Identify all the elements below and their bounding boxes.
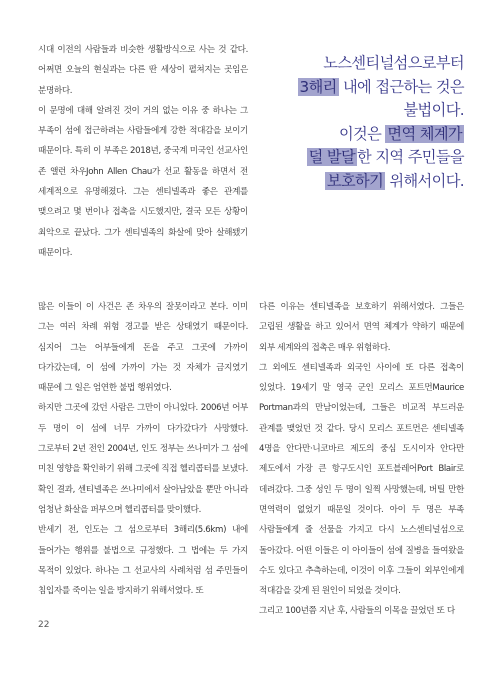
- pull-quote-highlight: 면역 체계가: [387, 124, 462, 143]
- paragraph: 그 외에도 센티넬족과 외국인 사이에 또 다른 접촉이 있었다. 19세기 말 영국 군인 모리스 포트먼Maurice Portman과의 만남이었는데, 그들은 비교적 부드러운 관계를 맺었던 것 같다. 당시 모리스 포트먼은 센티넬족 4명을 안다만·니코바르 제도의 중심 도시이자 안다만 제도에서 가장 큰 항구도시인 포트블레어Port Blair로 데려갔다. 그중 성인 두 명이 일찍 사망했는데, 버틸 만한 면역력이 없었기 때문일 것이다. 아이 두 명은 부족 사람들에게 줄 선물을 가지고 다시 노스센티널섬으로 돌아갔다. 어떤 이들은 이 아이들이 섬에 질병을 들여왔을 수도 있다고 추측하는데, 이것이 이후 그들이 외부인에게 적대감을 갖게 된 원인이 되었을 것이다.: [259, 362, 464, 597]
- pull-quote-line: [259, 52, 464, 76]
- pull-quote-line: [259, 76, 464, 100]
- paragraph: 많은 이들이 이 사건은 존 차우의 잘못이라고 본다. 이미 그는 여러 차례 위험 경고를 받은 상태였기 때문이다. 심지어 그는 어부들에게 돈을 주고 그곳에 가까이 다가갔는데, 이 섬에 가까이 가는 것 자체가 금지였기 때문에 그 일은 엄연한 불법 행위였다.: [38, 302, 248, 394]
- pull-quote-text: 내에 접근하는 것은: [338, 77, 464, 96]
- left-column-top: [38, 40, 248, 263]
- paragraph: 다른 이유는 센티넬족을 보호하기 위해서였다. 그들은 고립된 생활을 하고 있어서 면역 체계가 약하기 때문에 외부 세계와의 접촉은 매우 위험하다.: [259, 302, 464, 353]
- pull-quote-highlight: 3해리: [299, 77, 337, 96]
- paragraph: 시대 이전의 사람들과 비슷한 생활방식으로 사는 것 같다. 어쩌면 오늘의 현실과는 다른 딴 세상이 펼쳐지는 곳임은 분명하다.: [38, 45, 248, 96]
- pull-quote-highlight: 보호하기: [326, 171, 384, 190]
- pull-quote-text: 노스센티널섬으로부터: [323, 54, 464, 72]
- paragraph: 이 문명에 대해 알려진 것이 거의 없는 이유 중 하나는 그 부족이 섬에 접근하려는 사람들에게 강한 적대감을 보이기 때문이다. 특히 이 부족은 2018년, 중국계 미국인 선교사인 존 앨런 차우John Allen Chau가 선교 활동을 하면서 전 세계적으로 유명해졌다. 그는 센티넬족과 좋은 관계를 맺으려고 몇 번이나 접촉을 시도했지만, 결국 모든 상황이 최악으로 끝났다. 그가 센티넬족의 화살에 맞아 살해됐기 때문이다.: [38, 105, 248, 258]
- pull-quote-text: 이것은: [338, 124, 386, 143]
- pull-quote-text: 불법이다.: [403, 101, 464, 120]
- pull-quote-line: [259, 99, 464, 123]
- pull-quote: [259, 52, 464, 194]
- paragraph: 반세기 전, 인도는 그 섬으로부터 3해리(5.6km) 내에 들어가는 행위를 불법으로 규정했다. 그 법에는 두 가지 목적이 있었다. 하나는 그 선교사의 사례처럼 섬 주민들이 침입자를 죽이는 일을 방지하기 위해서였다. 또: [38, 525, 248, 597]
- right-column: [259, 297, 464, 622]
- pull-quote-line: [259, 123, 464, 147]
- pull-quote-text: 위해서이다.: [385, 171, 464, 190]
- paragraph: 하지만 그곳에 갔던 사람은 그만이 아니었다. 2006년 어부 두 명이 이 섬에 너무 가까이 다가갔다가 사망했다. 그로부터 2년 전인 2004년, 인도 정부는 쓰나미가 그 섬에 미친 영향을 확인하기 위해 그곳에 직접 헬리콥터를 보냈다. 확인 결과, 센티넬족은 쓰나미에서 살아남았을 뿐만 아니라 엄청난 화살을 퍼부으며 헬리콥터를 맞이했다.: [38, 403, 248, 515]
- pull-quote-text: 한 지역 주민들을: [357, 148, 464, 167]
- page-number: 22: [38, 620, 50, 630]
- left-column-bottom: [38, 297, 248, 601]
- pull-quote-line: [259, 170, 464, 194]
- pull-quote-highlight: 덜 발달: [308, 148, 356, 167]
- pull-quote-line: [259, 146, 464, 170]
- paragraph: 그리고 100년쯤 지난 후, 사람들의 이목을 끌었던 또 다: [259, 606, 455, 617]
